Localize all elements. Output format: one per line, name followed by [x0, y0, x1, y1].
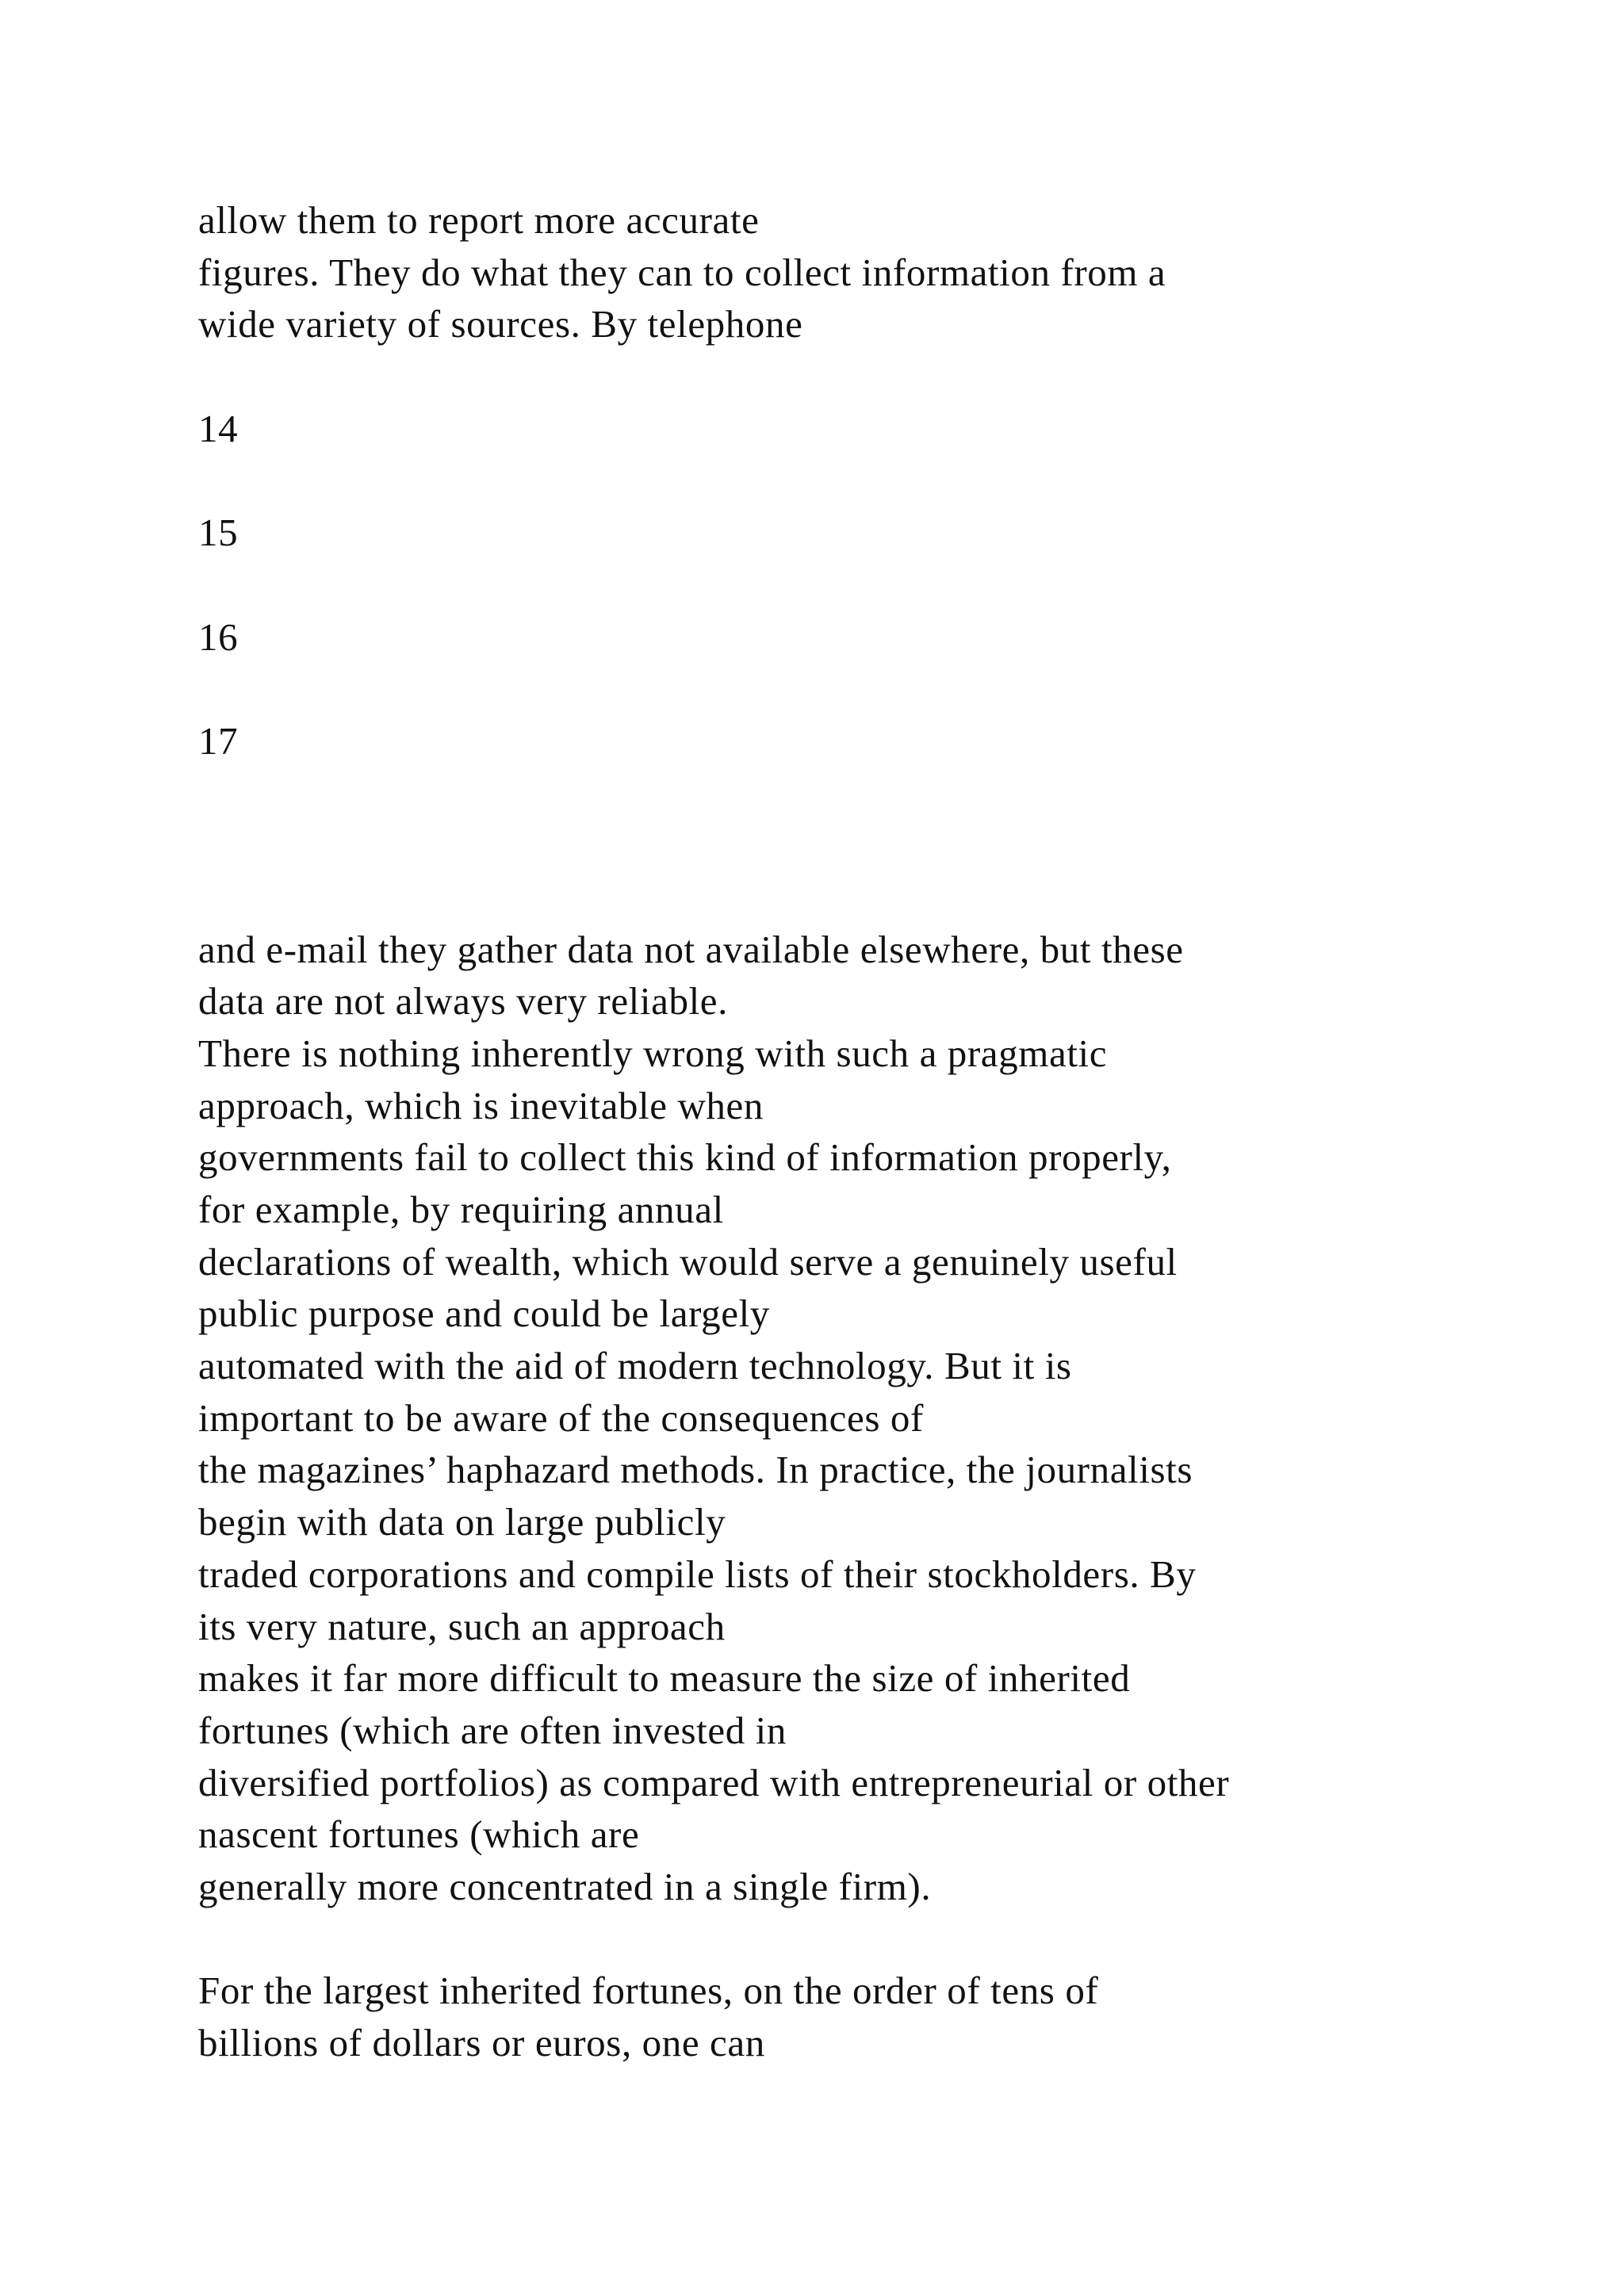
- text-line: approach, which is inevitable when: [198, 1083, 764, 1127]
- text-line: for example, by requiring annual: [198, 1188, 724, 1231]
- text-line: declarations of wealth, which would serve a genuinely useful: [198, 1239, 1178, 1284]
- text-line: allow them to report more accurate: [198, 198, 760, 242]
- text-line: nascent fortunes (which are: [198, 1812, 640, 1857]
- line-number: 17: [198, 718, 239, 763]
- text-line: important to be aware of the consequences of: [198, 1395, 924, 1440]
- text-line: There is nothing inherently wrong with such a pragmatic: [198, 1031, 1108, 1075]
- text-line: diversified portfolios) as compared with entrepreneurial or other: [198, 1760, 1230, 1804]
- line-number: 15: [198, 511, 239, 555]
- text-line: generally more concentrated in a single firm).: [198, 1864, 932, 1908]
- text-line: and e-mail they gather data not available elsewhere, but these: [198, 927, 1184, 971]
- text-line: governments fail to collect this kind of information properly,: [198, 1135, 1172, 1180]
- text-line: automated with the aid of modern technology. But it is: [198, 1344, 1072, 1388]
- paragraph-opening: [198, 194, 1594, 350]
- text-line: its very nature, such an approach: [198, 1604, 726, 1648]
- text-line: begin with data on large publicly: [198, 1500, 726, 1544]
- text-line: traded corporations and compile lists of their stockholders. By: [198, 1552, 1197, 1596]
- paragraph-body: [198, 924, 1594, 1913]
- paragraph-closing: [198, 1965, 1594, 2068]
- text-line: data are not always very reliable.: [198, 979, 728, 1024]
- text-line: For the largest inherited fortunes, on the order of tens of: [198, 1969, 1099, 2013]
- line-number: 16: [198, 614, 239, 659]
- line-number: 14: [198, 406, 239, 450]
- text-line: billions of dollars or euros, one can: [198, 2021, 765, 2064]
- text-line: figures. They do what they can to collect information from a: [198, 250, 1166, 294]
- text-line: makes it far more difficult to measure the size of inherited: [198, 1656, 1131, 1701]
- text-column: [198, 194, 1594, 2069]
- text-line: wide variety of sources. By telephone: [198, 302, 803, 346]
- text-line: public purpose and could be largely: [198, 1292, 770, 1336]
- text-line: fortunes (which are often invested in: [198, 1708, 787, 1752]
- text-line: the magazines’ haphazard methods. In practice, the journalists: [198, 1448, 1193, 1492]
